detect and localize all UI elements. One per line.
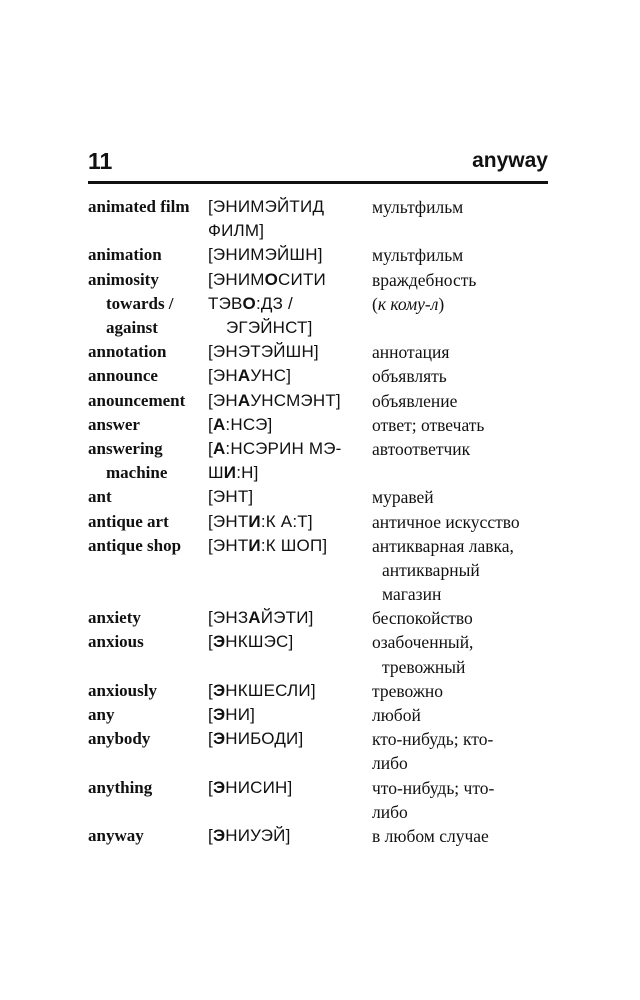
entry-transcription: [ЭНАУНСМЭНТ] — [208, 390, 341, 410]
entry-meaning: античное искусство — [372, 511, 520, 532]
entry-transcription: [А:НСЭРИН МЭ- ШИ:Н] — [208, 438, 342, 483]
dictionary-entry — [88, 437, 558, 485]
entry-meaning: автоответчик — [372, 438, 471, 459]
entry-meaning: тревожно — [372, 680, 444, 701]
entry-transcription: [ЭНТИ:К ШОП] — [208, 535, 328, 555]
entry-word: ant — [88, 487, 112, 507]
dictionary-entry — [88, 364, 558, 388]
entry-word: anouncement — [88, 390, 186, 410]
dictionary-entry — [88, 510, 558, 534]
entry-word: annotation — [88, 342, 167, 362]
entry-word: antique art — [88, 511, 169, 531]
dictionary-entry — [88, 243, 558, 267]
entry-meaning: что-нибудь; что- либо — [372, 777, 495, 822]
entry-transcription: [ЭНЗАЙЭТИ] — [208, 608, 314, 628]
dictionary-entry — [88, 534, 558, 607]
entry-meaning: объявление — [372, 390, 458, 411]
entry-transcription: [ЭНТИ:К А:Т] — [208, 511, 313, 531]
entry-transcription: [А:НСЭ] — [208, 414, 273, 434]
entry-transcription: [ЭНКШЕСЛИ] — [208, 680, 316, 700]
entry-meaning: озабоченный, тревожный — [372, 632, 474, 677]
entry-meaning: мультфильм — [372, 197, 464, 217]
entry-meaning: антикварная лавка, антикварный магазин — [372, 535, 514, 605]
entry-word: answering machine — [88, 438, 168, 483]
entry-word: animation — [88, 245, 162, 265]
dictionary-entry — [88, 340, 558, 364]
entry-transcription: [ЭНИСИН] — [208, 777, 293, 797]
entry-word: animosity towards / against — [88, 269, 174, 337]
dictionary-entry — [88, 268, 558, 341]
dictionary-entry — [88, 703, 558, 727]
entry-meaning: мультфильм — [372, 245, 464, 266]
entry-meaning: аннотация — [372, 342, 450, 363]
entry-word: anxiously — [88, 680, 157, 700]
entry-word: answer — [88, 414, 140, 434]
dictionary-entry — [88, 485, 558, 509]
dictionary-entry — [88, 824, 558, 848]
entry-transcription: [ЭНИБОДИ] — [208, 729, 304, 749]
dictionary-entry — [88, 679, 558, 703]
running-head: anyway — [472, 149, 548, 172]
entry-meaning: объявлять — [372, 366, 447, 387]
entry-transcription: [ЭНИМЭЙТИД ФИЛМ] — [208, 197, 325, 241]
entry-transcription: [ЭНКШЭС] — [208, 632, 294, 652]
dictionary-entry — [88, 195, 558, 243]
entry-word: anxiety — [88, 608, 141, 628]
entry-meaning: враждебность (к кому-л) — [372, 269, 477, 314]
entry-word: animated film — [88, 197, 190, 216]
entry-meaning: в любом случае — [372, 826, 489, 847]
header-rule — [88, 181, 548, 184]
entry-transcription: [ЭНЭТЭЙШН] — [208, 342, 319, 362]
entry-transcription: [ЭНИМОСИТИ ТЭВО:ДЗ / ЭГЭЙНСТ] — [208, 269, 326, 337]
entry-meaning: кто-нибудь; кто- либо — [372, 729, 494, 774]
dictionary-entry — [88, 389, 558, 413]
entry-word: antique shop — [88, 535, 182, 555]
entry-transcription: [ЭНИМЭЙШН] — [208, 245, 323, 265]
page-number: 11 — [88, 148, 113, 174]
dictionary-entry — [88, 606, 558, 630]
dictionary-entry — [88, 776, 558, 824]
entry-word: announce — [88, 366, 158, 386]
page-header — [88, 146, 548, 180]
dictionary-entry — [88, 630, 558, 678]
entry-transcription: [ЭНИУЭЙ] — [208, 826, 291, 846]
entry-word: anything — [88, 777, 153, 797]
dictionary-entry — [88, 413, 558, 437]
entry-meaning: беспокойство — [372, 608, 473, 629]
dictionary-entry — [88, 727, 558, 775]
entry-transcription: [ЭНИ] — [208, 705, 256, 725]
entry-word: anyway — [88, 826, 144, 846]
entry-word: any — [88, 705, 115, 725]
entry-transcription: [ЭНТ] — [208, 487, 254, 507]
dictionary-entries — [88, 195, 558, 848]
entry-transcription: [ЭНАУНС] — [208, 366, 292, 386]
entry-meaning: ответ; отвечать — [372, 414, 485, 435]
entry-meaning: любой — [372, 705, 421, 726]
entry-word: anxious — [88, 632, 144, 652]
entry-word: anybody — [88, 729, 151, 749]
entry-meaning: муравей — [372, 487, 434, 508]
